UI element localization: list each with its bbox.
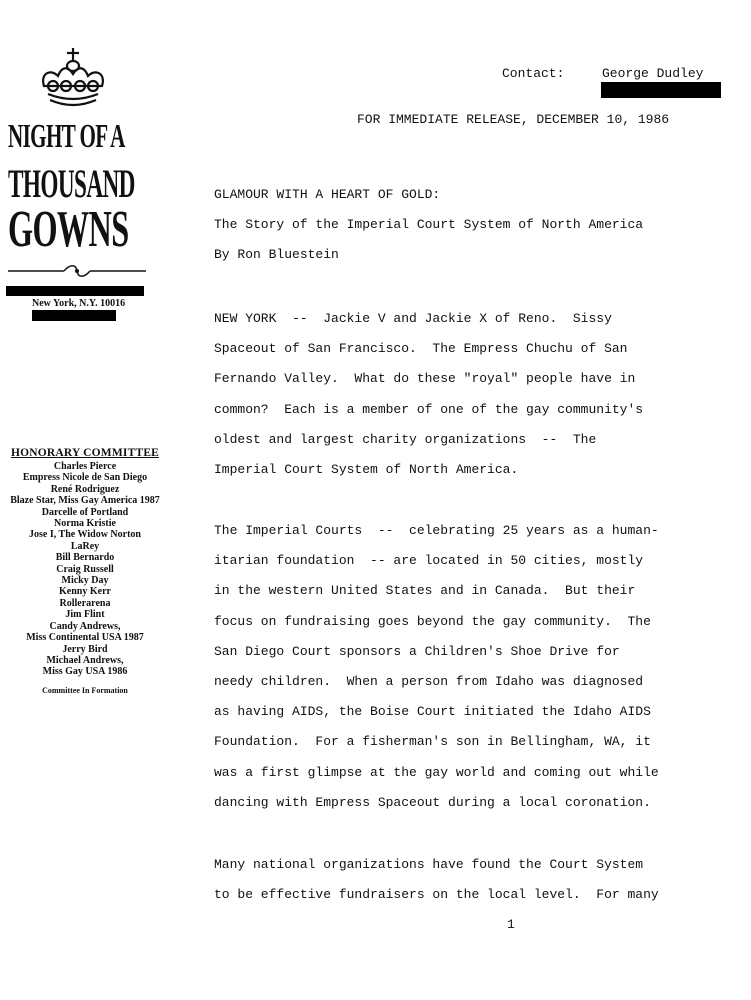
subheadline: The Story of the Imperial Court System of North America [214, 217, 644, 233]
committee-member: Miss Continental USA 1987 [26, 632, 144, 644]
text-line: The Imperial Courts -- celebrating 25 years as a human- [214, 523, 659, 538]
text-line: Foundation. For a fisherman's son in Bellingham, WA, it [214, 734, 651, 750]
committee-member: Bill Bernardo [55, 552, 115, 564]
committee-member: Michael Andrews, [46, 654, 124, 666]
redaction-bar [32, 310, 116, 321]
committee-member: Blaze Star, Miss Gay America 1987 [10, 495, 160, 507]
text-line: Spaceout of San Francisco. The Empress Chuchu of San [214, 341, 628, 357]
text-line: dancing with Empress Spaceout during a local coronation. [214, 794, 651, 810]
byline: By Ron Bluestein [214, 247, 339, 263]
contact-name: George Dudley [602, 66, 704, 81]
redaction-bar [6, 286, 144, 296]
text-line: was a first glimpse at the gay world and coming out while [214, 764, 659, 780]
committee-member: LaRey [70, 540, 100, 552]
body-paragraph [214, 850, 751, 910]
logo-line-1: NIGHT OF A [8, 118, 125, 155]
title-block [214, 180, 751, 271]
contact-label: Contact: [502, 66, 565, 81]
committee-member: Rollerarena [59, 597, 111, 609]
text-line: common? Each is a member of one of the gay community's [214, 401, 644, 417]
logo-line-3: GOWNS [8, 201, 129, 258]
committee-member: Jerry Bird [62, 643, 108, 655]
redaction-bar [601, 82, 721, 98]
logo-line-2: THOUSAND [8, 161, 135, 206]
committee-member: Jose I, The Widow Norton [29, 529, 141, 541]
text-line: as having AIDS, the Boise Court initiated the Idaho AIDS [214, 704, 651, 720]
text-line: in the western United States and in Canada. But their [214, 583, 636, 599]
committee-member: Norma Kristie [54, 518, 116, 530]
honorary-committee [0, 447, 170, 695]
text-line: Fernando Valley. What do these "royal" people have in [214, 371, 636, 387]
crown-logo-icon [38, 46, 108, 116]
committee-heading: HONORARY COMMITTEE [10, 447, 160, 459]
text-line: San Diego Court sponsors a Children's Shoe Drive for [214, 643, 620, 659]
text-line: oldest and largest charity organizations -- The [214, 431, 597, 447]
text-line: focus on fundraising goes beyond the gay community. The [214, 613, 651, 629]
committee-member: Charles Pierce [53, 461, 117, 472]
committee-member: Empress Nicole de San Diego [22, 472, 148, 484]
text-line: needy children. When a person from Idaho was diagnosed [214, 673, 644, 689]
text-line: to be effective fundraisers on the local level. For many [214, 887, 659, 903]
committee-member: Miss Gay USA 1986 [42, 666, 128, 678]
flourish-divider-icon [8, 262, 146, 280]
committee-member: Candy Andrews, [49, 620, 121, 632]
text-line: Imperial Court System of North America. [214, 461, 519, 477]
committee-member: Darcelle of Portland [41, 506, 129, 518]
letterhead-address: New York, N.Y. 10016 [32, 298, 126, 309]
text-line: itarian foundation -- are located in 50 cities, mostly [214, 553, 644, 569]
committee-member: Craig Russell [56, 563, 114, 575]
committee-note: Committee In Formation [42, 685, 128, 695]
text-line: NEW YORK -- Jackie V and Jackie X of Reno. Sissy [214, 311, 612, 326]
committee-member: Kenny Kerr [59, 586, 111, 598]
release-date: FOR IMMEDIATE RELEASE, DECEMBER 10, 1986 [357, 112, 670, 127]
committee-member: Micky Day [61, 575, 109, 587]
text-line: Many national organizations have found the Court System [214, 857, 644, 872]
body-paragraph [214, 304, 751, 485]
committee-member: René Rodriguez [50, 483, 120, 495]
headline: GLAMOUR WITH A HEART OF GOLD: [214, 187, 441, 202]
committee-member: Jim Flint [65, 609, 105, 621]
body-paragraph [214, 516, 751, 818]
page-number: 1 [507, 917, 515, 932]
